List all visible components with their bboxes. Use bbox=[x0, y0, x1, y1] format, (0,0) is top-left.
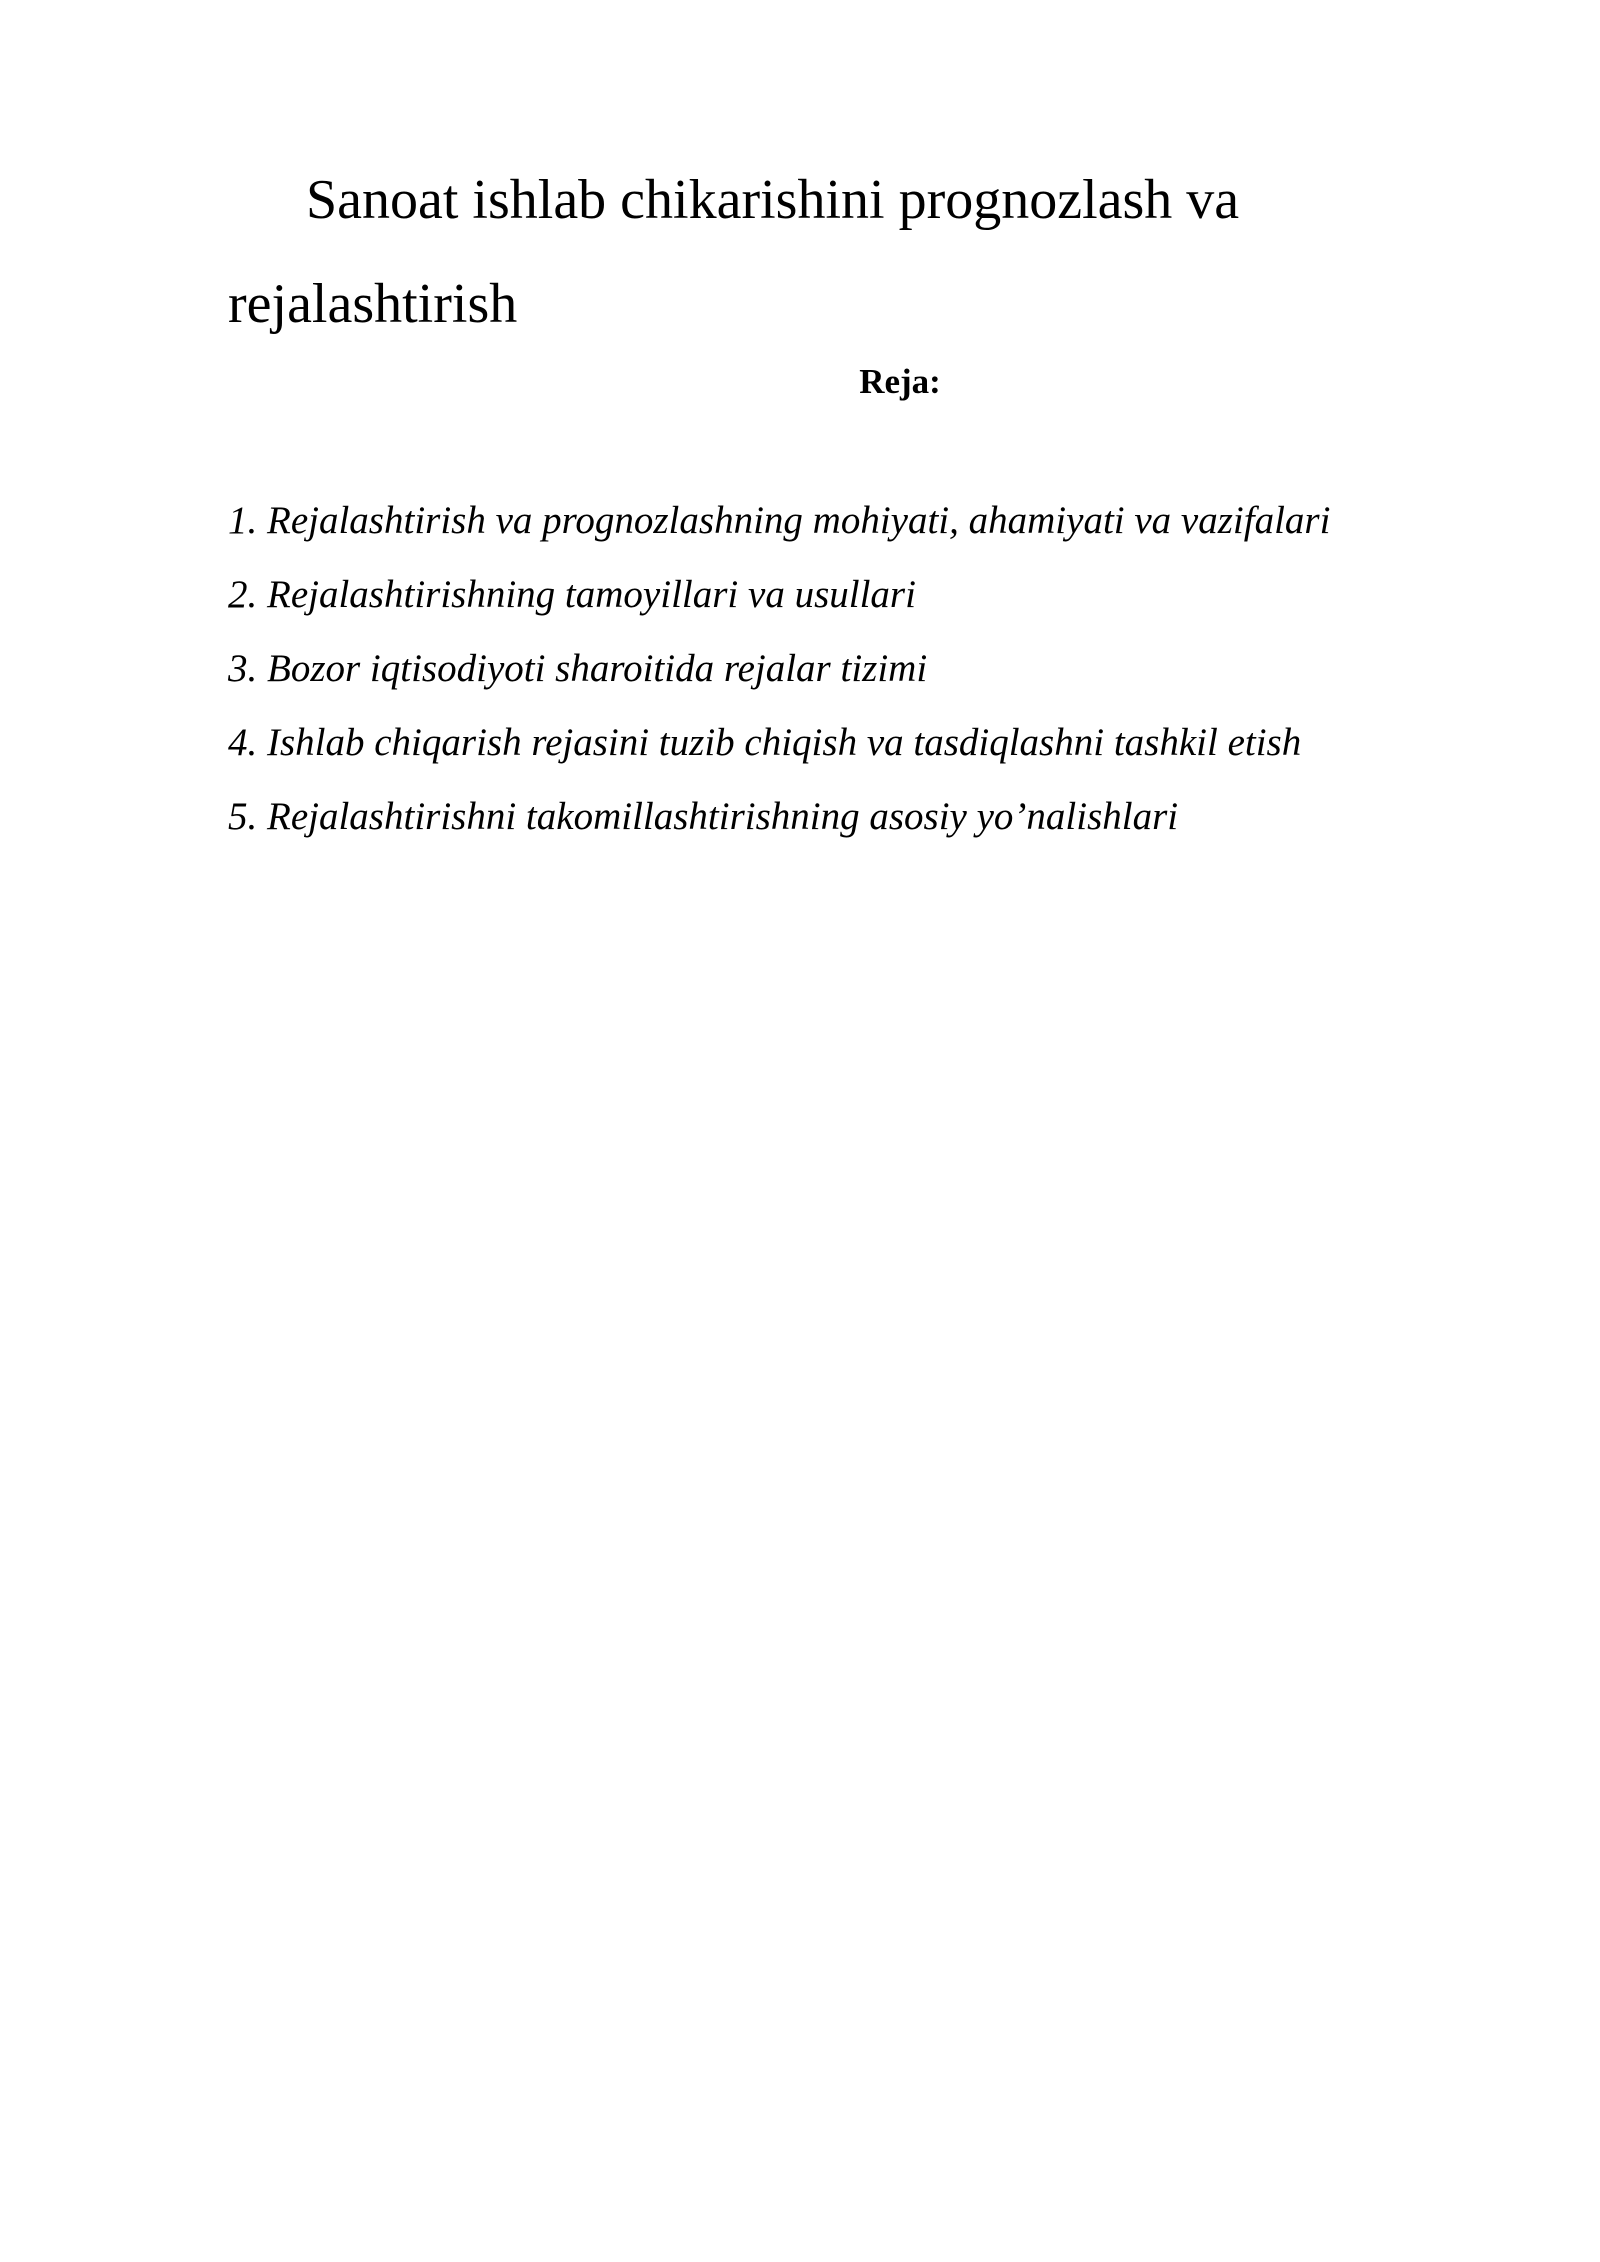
document-title: Sanoat ishlab chikarishini prognozlash va rejalashtirish bbox=[228, 169, 1240, 335]
plan-item-1: 1. Rejalashtirish va prognozlashning mohiyati, ahamiyati va vazifalari bbox=[228, 499, 1331, 542]
plan-item-3: 3. Bozor iqtisodiyoti sharoitida rejalar tizimi bbox=[228, 647, 928, 690]
plan-list bbox=[228, 484, 1330, 854]
plan-item-2: 2. Rejalashtirishning tamoyillari va usullari bbox=[228, 573, 916, 616]
plan-item-5: 5. Rejalashtirishni takomillashtirishning asosiy yo’nalishlari bbox=[228, 795, 1179, 838]
plan-item-4: 4. Ishlab chiqarish rejasini tuzib chiqish va tasdiqlashni tashkil etish bbox=[228, 721, 1302, 764]
plan-heading: Reja: bbox=[859, 362, 941, 401]
